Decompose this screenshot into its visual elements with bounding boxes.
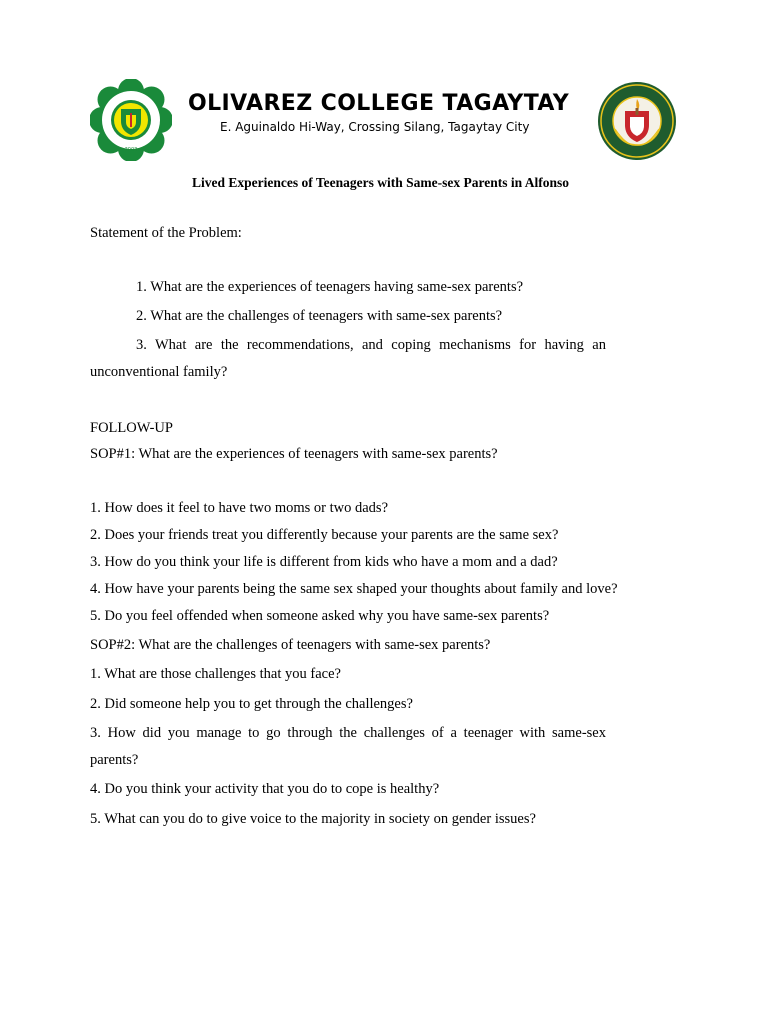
college-seal-logo-left [90,79,172,161]
sop-item: 1. What are the experiences of teenagers having same-sex parents? [136,279,524,295]
sop-heading: Statement of the Problem: [90,225,242,241]
sop2-question: 3. How did you manage to go through the challenges of a teenager with same-sex [90,725,606,741]
sop2-question-continuation: parents? [90,752,139,768]
sop1-question: 2. Does your friends treat you differently because your parents are the same sex? [90,527,559,543]
sop1-heading: SOP#1: What are the experiences of teenagers with same-sex parents? [90,446,498,462]
followup-label: FOLLOW-UP [90,420,173,436]
sop-item-continuation: unconventional family? [90,364,228,380]
sop1-question: 5. Do you feel offended when someone asked why you have same-sex parents? [90,608,550,624]
senior-high-seal-logo-right [597,81,677,161]
sop-item: 3. What are the recommendations, and coping mechanisms for having an [136,337,606,353]
college-name: OLIVAREZ COLLEGE TAGAYTAY [188,91,570,116]
sop1-question: 1. How does it feel to have two moms or two dads? [90,500,389,516]
sop2-question: 4. Do you think your activity that you do to cope is healthy? [90,781,440,797]
sop-item: 2. What are the challenges of teenagers with same-sex parents? [136,308,503,324]
document-title: Lived Experiences of Teenagers with Same-sex Parents in Alfonso [192,175,569,190]
sop2-question: 1. What are those challenges that you face? [90,666,341,682]
sop1-question: 3. How do you think your life is different from kids who have a mom and a dad? [90,554,558,570]
college-address: E. Aguinaldo Hi-Way, Crossing Silang, Tagaytay City [220,120,530,134]
sop2-heading: SOP#2: What are the challenges of teenagers with same-sex parents? [90,637,491,653]
sop2-question: 2. Did someone help you to get through the challenges? [90,696,413,712]
svg-text:2003: 2003 [124,147,138,153]
sop2-question: 5. What can you do to give voice to the majority in society on gender issues? [90,811,536,827]
sop1-question: 4. How have your parents being the same sex shaped your thoughts about family and love? [90,581,618,597]
